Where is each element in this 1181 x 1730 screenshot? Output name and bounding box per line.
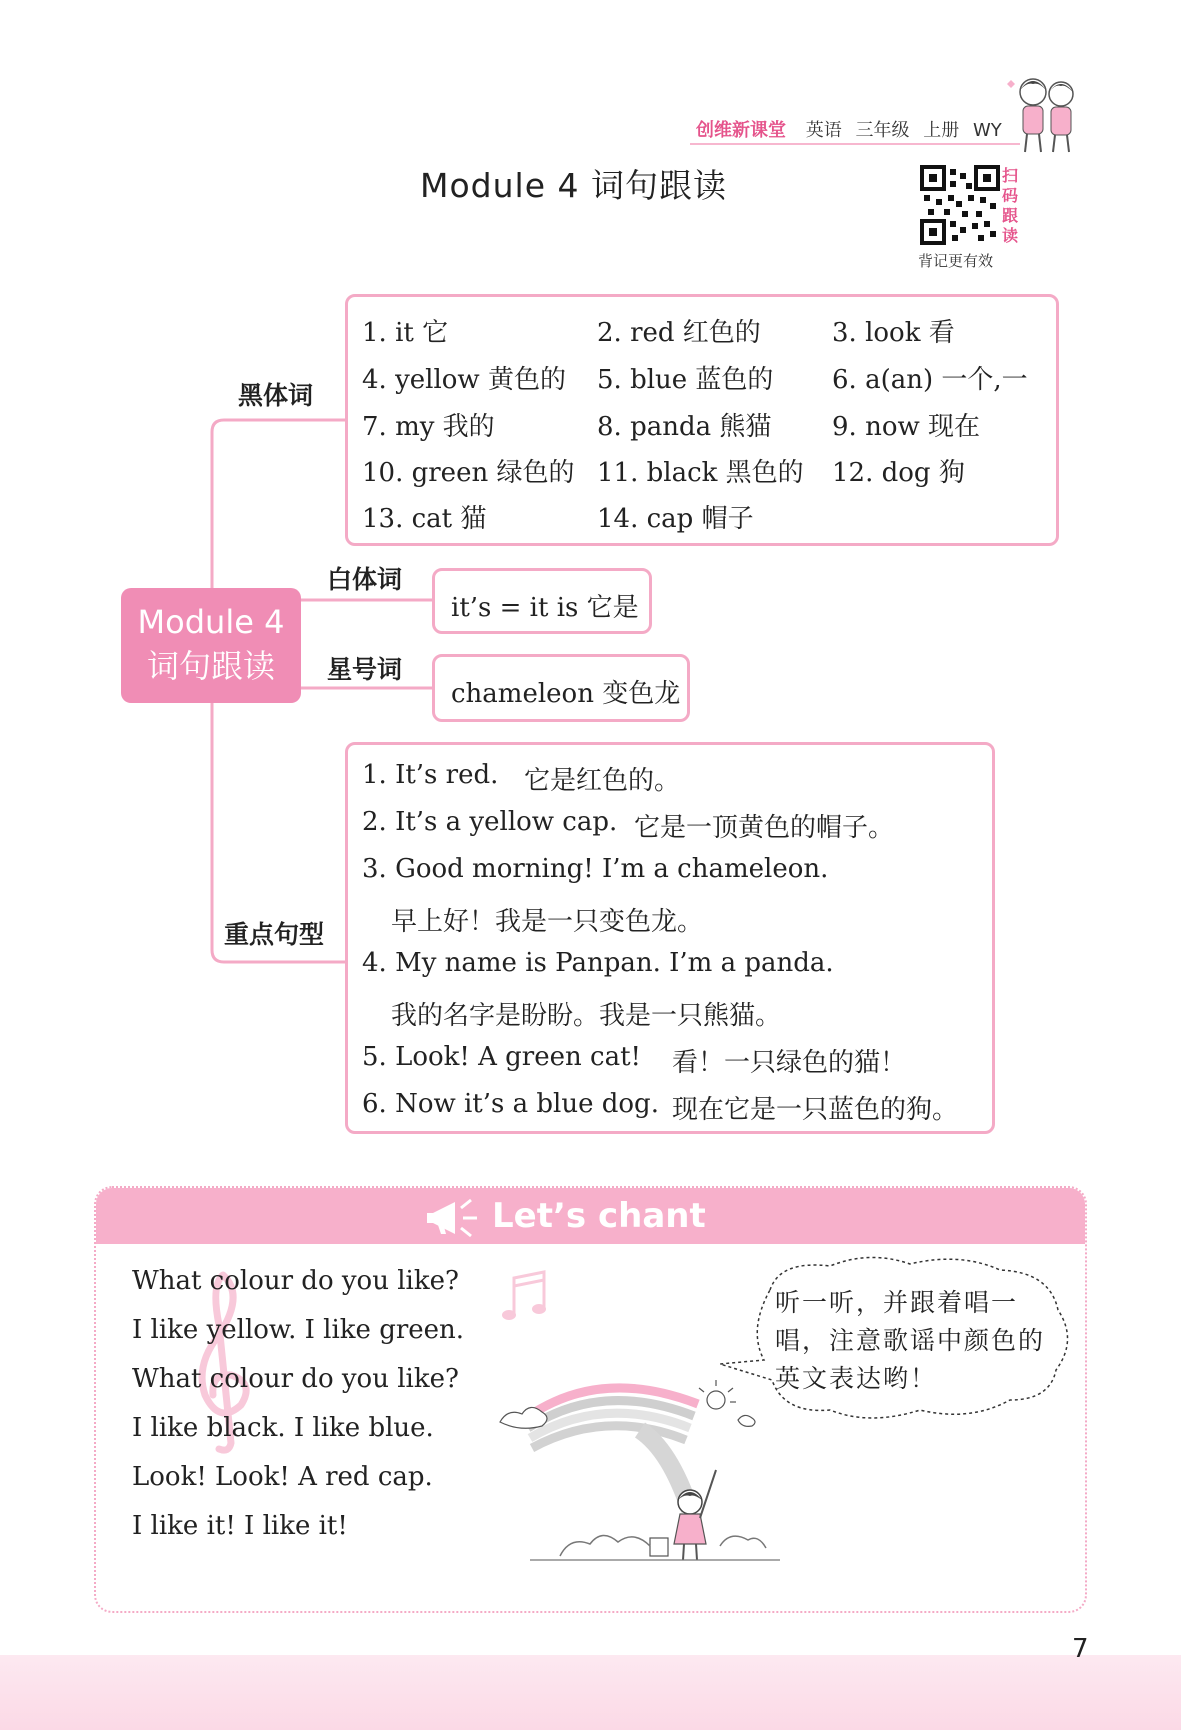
chant-line: I like it! I like it! (132, 1511, 348, 1541)
music-note-icon (500, 1270, 552, 1326)
megaphone-icon (425, 1196, 485, 1240)
word-item: 10. green 绿色的 (362, 458, 575, 488)
word-item: 1. it 它 (362, 318, 449, 348)
star-word-item: chameleon 变色龙 (451, 679, 681, 709)
sentence-zh: 看！一只绿色的猫！ (672, 1048, 907, 1078)
sentence-en: 4. My name is Panpan. I’m a panda. (362, 948, 834, 978)
word-item: 3. look 看 (832, 318, 955, 348)
chant-line: What colour do you like? (132, 1266, 459, 1296)
word-item: 8. panda 熊猫 (597, 412, 772, 442)
grade-label: 三年级 (855, 120, 910, 141)
chant-line: What colour do you like? (132, 1364, 459, 1394)
sentence-en: 2. It’s a yellow cap. (362, 807, 618, 837)
central-node-line: 词句跟读 (146, 647, 275, 685)
word-item: 11. black 黑色的 (597, 458, 804, 488)
central-node (121, 588, 301, 703)
chant-title: Let’s chant (492, 1196, 706, 1236)
qr-label-char: 扫 (1002, 166, 1019, 185)
volume-label: 上册 (923, 120, 960, 141)
qr-label-char: 读 (1002, 226, 1019, 245)
category-star-words: 星号词 (327, 655, 403, 684)
qr-label-char: 跟 (1002, 206, 1019, 225)
rainbow-girl-illustration (490, 1360, 790, 1570)
word-item: 6. a(an) 一个,一 (832, 365, 1028, 395)
brand-name: 创维新课堂 (696, 120, 786, 141)
sentence-en: 5. Look! A green cat! (362, 1042, 641, 1072)
white-words-box (432, 568, 652, 634)
chant-line: I like black. I like blue. (132, 1413, 434, 1443)
white-word-item: it’s = it is 它是 (451, 593, 639, 623)
central-node-line: Module 4 (137, 603, 285, 641)
category-white-words: 白体词 (327, 565, 403, 594)
sentence-zh: 我的名字是盼盼。我是一只熊猫。 (391, 1001, 782, 1031)
sentence-zh: 现在它是一只蓝色的狗。 (672, 1095, 959, 1125)
speech-bubble-text: 听一听，并跟着唱一唱，注意歌谣中颜色的英文表达哟！ (775, 1288, 1046, 1393)
word-item: 5. blue 蓝色的 (597, 365, 774, 395)
category-key-sentences: 重点句型 (224, 920, 325, 949)
sentence-zh: 它是红色的。 (524, 766, 681, 796)
sentence-en: 1. It’s red. (362, 760, 499, 790)
edition-label: WY (972, 120, 1002, 141)
word-item: 13. cat 猫 (362, 504, 487, 534)
page-number: 7 (1072, 1634, 1089, 1664)
chant-line: Look! Look! A red cap. (132, 1462, 433, 1492)
sentence-zh: 它是一顶黄色的帽子。 (634, 813, 895, 843)
chant-line: I like yellow. I like green. (132, 1315, 465, 1345)
word-item: 12. dog 狗 (832, 458, 965, 488)
sentence-en: 6. Now it’s a blue dog. (362, 1089, 659, 1119)
page-title: Module 4 词句跟读 (420, 166, 727, 205)
qr-note: 背记更有效 (918, 252, 994, 270)
word-item: 2. red 红色的 (597, 318, 761, 348)
subject-label: 英语 (805, 120, 842, 141)
sentence-zh: 早上好！我是一只变色龙。 (391, 907, 704, 937)
word-item: 7. my 我的 (362, 412, 495, 442)
qr-label-char: 码 (1002, 186, 1019, 205)
sentence-en: 3. Good morning! I’m a chameleon. (362, 854, 829, 884)
footer-band (0, 1655, 1181, 1730)
word-item: 9. now 现在 (832, 412, 980, 442)
word-item: 4. yellow 黄色的 (362, 365, 566, 395)
category-bold-words: 黑体词 (238, 381, 314, 410)
word-item: 14. cap 帽子 (597, 504, 754, 534)
star-words-box (432, 654, 690, 722)
